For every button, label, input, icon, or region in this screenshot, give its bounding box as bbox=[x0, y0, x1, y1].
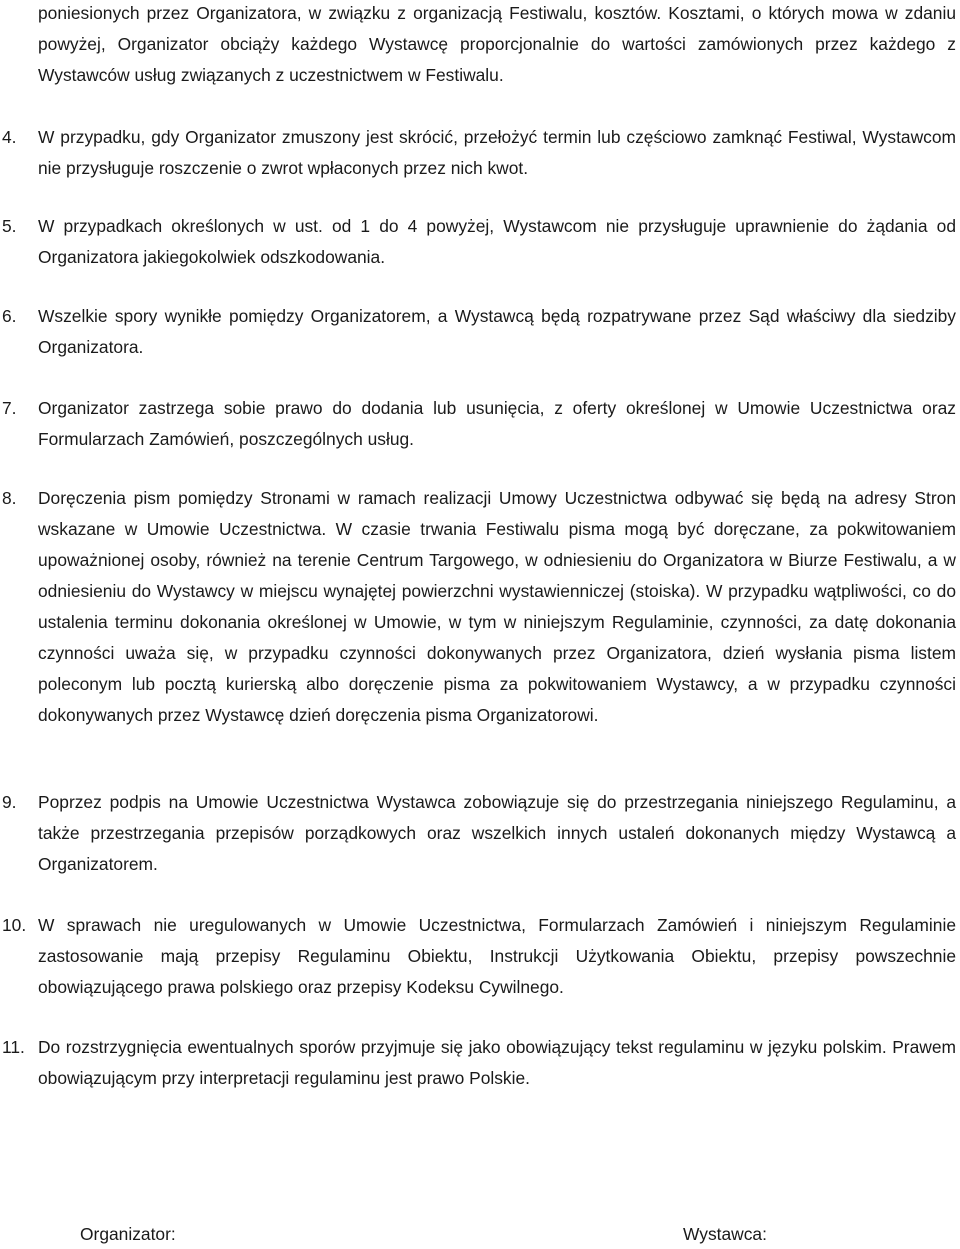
signature-exhibitor-label: Wystawca: bbox=[683, 1224, 767, 1244]
clause-number: 6. bbox=[2, 306, 17, 326]
clause-text: Organizator zastrzega sobie prawo do dodania lub usunięcia, z oferty określonej w Umowie Uczestnictwa oraz Formularzach Zamówień, poszczególnych usług. bbox=[38, 398, 956, 449]
clause-text: Do rozstrzygnięcia ewentualnych sporów przyjmuje się jako obowiązujący tekst regulaminu w języku polskim. Prawem obowiązującym przy interpretacji regulaminu jest prawo Polskie. bbox=[38, 1037, 956, 1088]
clause-text: W sprawach nie uregulowanych w Umowie Uczestnictwa, Formularzach Zamówień i niniejszym Regulaminie zastosowanie mają przepisy Regulaminu Obiektu, Instrukcji Użytkowania Obiektu, przepisy powszechnie obowiązującego prawa polskiego oraz przepisy Kodeksu Cywilnego. bbox=[38, 915, 956, 997]
clause-text: Doręczenia pism pomiędzy Stronami w ramach realizacji Umowy Uczestnictwa odbywać się będą na adresy Stron wskazane w Umowie Uczestnictwa. W czasie trwania Festiwalu pisma mogą być doręczane, za pokwitowaniem upoważnionej osoby, również na terenie Centrum Targowego, w odniesieniu do Organizatora w Biurze Festiwalu, a w odniesieniu do Wystawcy w miejscu wynajętej powierzchni wystawienniczej (stoiska). W przypadku wątpliwości, co do ustalenia terminu dokonania określonej w Umowie, w tym w niniejszym Regulaminie, czynności, za datę dokonania czynności uważa się, w przypadku czynności dokonywanych przez Organizatora, dzień wysłania pisma listem poleconym lub pocztą kurierską albo doręczenie pisma za pokwitowaniem Wystawcy, a w przypadku czynności dokonywanych przez Wystawcę dzień doręczenia pisma Organizatorowi. bbox=[38, 488, 956, 725]
clause-number: 7. bbox=[2, 398, 17, 418]
intro-paragraph: poniesionych przez Organizatora, w związku z organizacją Festiwalu, kosztów. Kosztami, o których mowa w zdaniu powyżej, Organizator obciąży każdego Wystawcę proporcjonalnie do wartości zamówionych przez każdego z Wystawców usług związanych z uczestnictwem w Festiwalu. bbox=[38, 3, 956, 85]
clause-text: Poprzez podpis na Umowie Uczestnictwa Wystawca zobowiązuje się do przestrzegania niniejszego Regulaminu, a także przestrzegania przepisów porządkowych oraz wszelkich innych ustaleń dokonanych między Wystawcą a Organizatorem. bbox=[38, 792, 956, 874]
clause-number: 4. bbox=[2, 127, 17, 147]
clause-text: W przypadku, gdy Organizator zmuszony jest skrócić, przełożyć termin lub częściowo zamknąć Festiwal, Wystawcom nie przysługuje roszczenie o zwrot wpłaconych przez nich kwot. bbox=[38, 127, 956, 178]
clause-text: Wszelkie spory wynikłe pomiędzy Organizatorem, a Wystawcą będą rozpatrywane przez Sąd właściwy dla siedziby Organizatora. bbox=[38, 306, 956, 357]
clause-text: W przypadkach określonych w ust. od 1 do 4 powyżej, Wystawcom nie przysługuje uprawnienie do żądania od Organizatora jakiegokolwiek odszkodowania. bbox=[38, 216, 956, 267]
clause-number: 8. bbox=[2, 488, 17, 508]
clause-number: 10. bbox=[2, 915, 27, 935]
signature-organizer-label: Organizator: bbox=[80, 1224, 176, 1244]
clause-number: 9. bbox=[2, 792, 17, 812]
clause-number: 5. bbox=[2, 216, 17, 236]
clause-number: 11. bbox=[2, 1037, 25, 1057]
